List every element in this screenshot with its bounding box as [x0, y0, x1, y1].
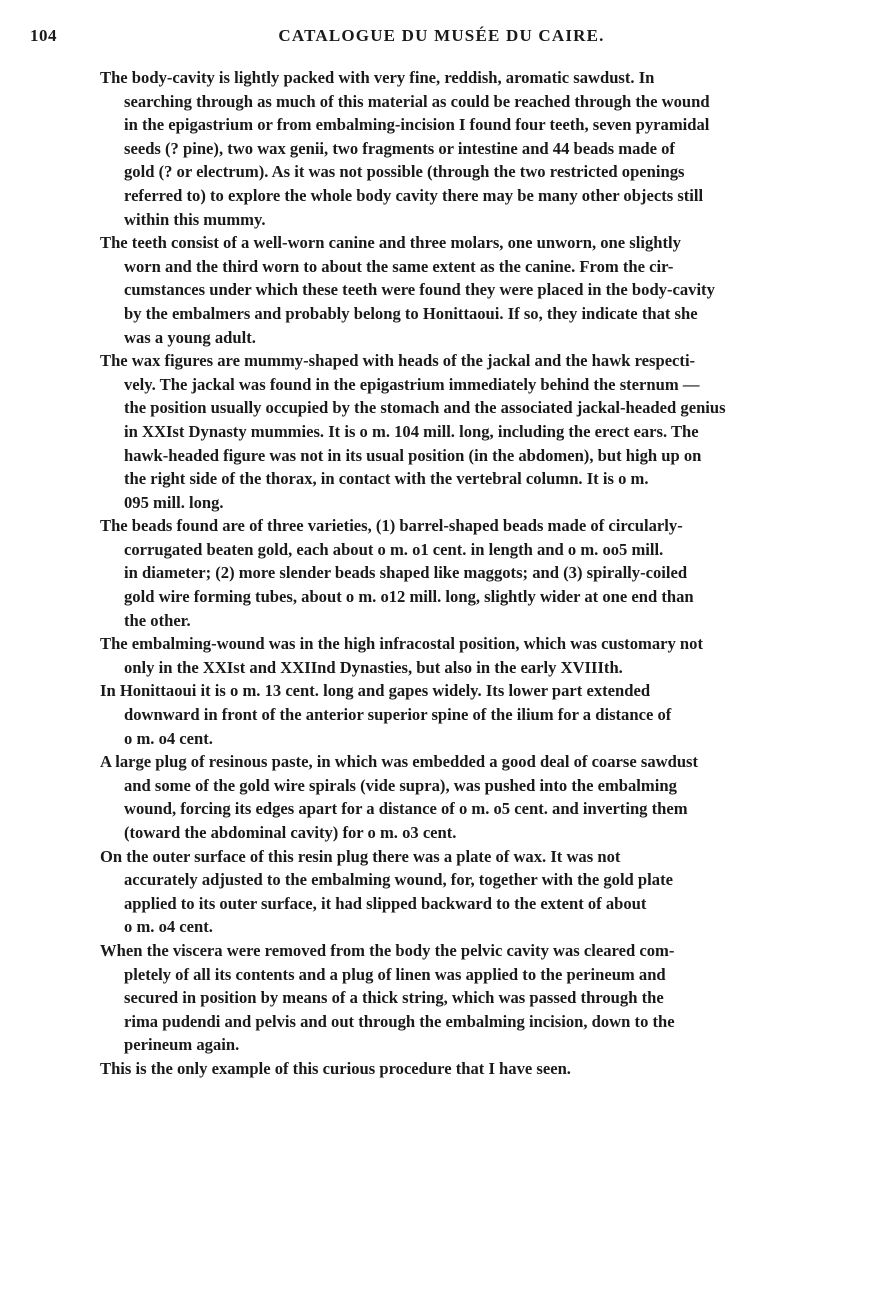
paragraph: When the viscera were removed from the body the pelvic cavity was cleared com- pletely of all its contents and a plug of linen was applied to the perineum and secured in position by means of a thick string, which was passed through the rima pudendi and pelvis and out through the embalming incision, down to the perineum again.	[100, 940, 675, 1055]
paragraph: This is the only example of this curious procedure that I have seen.	[100, 1058, 571, 1078]
paragraph: The teeth consist of a well-worn canine and three molars, one unworn, one slightly worn and the third worn to about the same extent as the canine. From the cir- cumstances under which these teeth were found they were placed in the body-cavity by the embalmers and probably belong to Honittaoui. If so, they indicate that she was a young adult.	[100, 233, 715, 347]
running-title: CATALOGUE DU MUSÉE DU CAIRE.	[278, 26, 605, 45]
paragraph: In Honittaoui it is o m. 13 cent. long and gapes widely. Its lower part extended downward in front of the anterior superior spine of the ilium for a distance of o m. o4 cent.	[100, 681, 672, 748]
running-head	[30, 26, 853, 50]
paragraph: The body-cavity is lightly packed with very fine, reddish, aromatic sawdust. In searching through as much of this material as could be reached through the wound in the epigastrium or from embalming-incision I found four teeth, seven pyramidal seeds (? pine), two wax genii, two fragments or intestine and 44 beads made of gold (? or electrum). As it was not possible (through the two restricted openings referred to) to explore the whole body cavity there may be many other objects still within this mummy.	[100, 68, 710, 229]
paragraph: The embalming-wound was in the high infracostal position, which was customary not only in the XXIst and XXIInd Dynasties, but also in the early XVIIIth.	[100, 634, 703, 677]
paragraph: The wax figures are mummy-shaped with heads of the jackal and the hawk respecti- vely. The jackal was found in the epigastrium immediately behind the sternum — the position usually occupied by the stomach and the associated jackal-headed genius in XXIst Dynasty mummies. It is o m. 104 mill. long, including the erect ears. The hawk-headed figure was not in its usual position (in the abdomen), but high up on the right side of the thorax, in contact with the vertebral column. It is o m. 095 mill. long.	[100, 351, 726, 512]
page-number: 104	[30, 26, 57, 45]
body-text	[100, 66, 857, 1081]
paragraph: A large plug of resinous paste, in which was embedded a good deal of coarse sawdust and some of the gold wire spirals (vide supra), was pushed into the embalming wound, forcing its edges apart for a distance of o m. o5 cent. and inverting them (toward the abdominal cavity) for o m. o3 cent.	[100, 752, 699, 842]
paragraph: On the outer surface of this resin plug there was a plate of wax. It was not accurately adjusted to the embalming wound, for, together with the gold plate applied to its outer surface, it had slipped backward to the extent of about o m. o4 cent.	[100, 846, 673, 937]
paragraph: The beads found are of three varieties, (1) barrel-shaped beads made of circularly- corrugated beaten gold, each about o m. o1 cent. in length and o m. oo5 mill. in diameter; (2) more slender beads shaped like maggots; and (3) spirally-coiled gold wire forming tubes, about o m. o12 mill. long, slightly wider at one end than the other.	[100, 516, 694, 630]
